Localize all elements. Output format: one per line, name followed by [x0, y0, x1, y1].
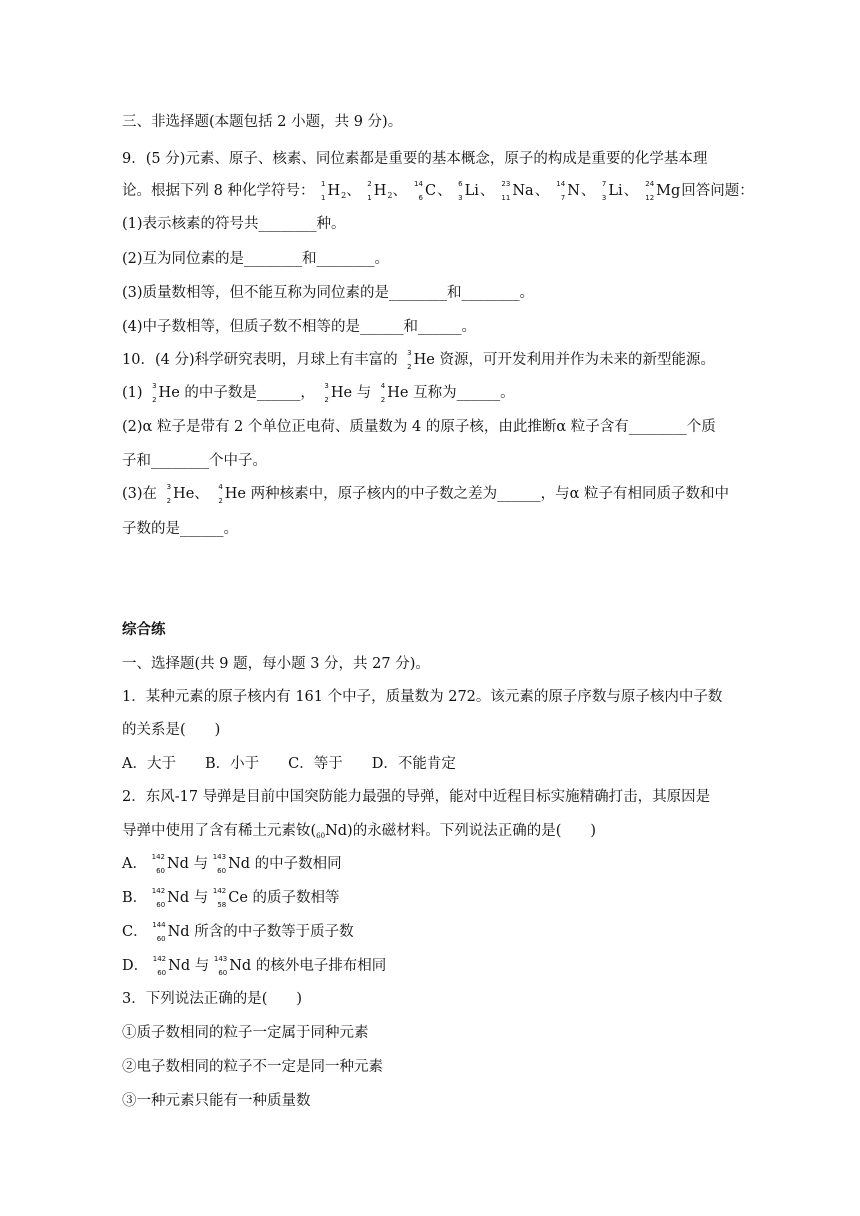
- nuclide-indices: 2 1: [367, 180, 372, 202]
- element-symbol: N: [567, 183, 580, 199]
- molecule-subscript: 2: [341, 191, 347, 200]
- q9-symbol-list: [314, 180, 681, 202]
- nuclide-nd144: 144 60: [152, 921, 166, 943]
- q9-line2: [122, 182, 754, 202]
- c3-statement-3: ③一种元素只能有一种质量数: [122, 1093, 311, 1109]
- element-symbol: Li: [464, 183, 479, 199]
- q10-part3-text-a: (3)在: [122, 486, 158, 502]
- option-d-text-b: Nd 与: [168, 958, 210, 974]
- separator: 、: [346, 183, 361, 199]
- nuclide-he3: 3 2: [407, 349, 412, 371]
- q9-line2-suffix: 回答问题：: [681, 183, 754, 199]
- option-d-text-c: Nd 的核外电子排布相同: [229, 958, 387, 974]
- separator: 、: [437, 183, 452, 199]
- nuclide-symbol: [407, 180, 452, 202]
- nuclide-he4: 4 2: [218, 483, 223, 505]
- nd-atomic-number: 60: [316, 832, 326, 840]
- q10-part3-text-b: He、: [173, 486, 209, 502]
- q10-line1-text-a: 10．(4 分)科学研究表明，月球上有丰富的: [122, 352, 398, 368]
- option-d-label: D．: [122, 958, 149, 974]
- q10-part3-text-c: He 两种核素中，原子核内的中子数之差为______，与α 粒子有相同质子数和中: [224, 486, 730, 502]
- option-c-label: C．: [122, 924, 148, 940]
- c2-line2: [122, 822, 596, 842]
- c2-line2-text-a: 导弹中使用了含有稀土元素钕(: [122, 823, 317, 839]
- option-a-label: A．: [122, 856, 147, 872]
- nuclide-symbol: [595, 180, 639, 202]
- nuclide-indices: 23 11: [501, 180, 511, 202]
- nuclide-ce142: 142 58: [212, 887, 227, 909]
- c2-option-d: [122, 957, 386, 975]
- nuclide-symbol: [361, 180, 407, 202]
- q9-part3: (3)质量数相等，但不能互称为同位素的是________和________。: [122, 285, 535, 301]
- c2-line2-text-b: Nd)的永磁材料。下列说法正确的是( ): [325, 823, 597, 839]
- section-heading-choice: 一、选择题(共 9 题，每小题 3 分，共 27 分)。: [122, 656, 430, 672]
- nuclide-symbol: [638, 180, 681, 202]
- option-a-text-b: Nd 与: [166, 856, 209, 872]
- q10-part1: [122, 384, 515, 402]
- q10-part1-text-c: He 与: [330, 385, 372, 401]
- nuclide-nd142: 142 60: [152, 955, 167, 977]
- element-symbol: Na: [512, 183, 534, 199]
- option-c-text-c: Nd 所含的中子数等于质子数: [167, 924, 354, 940]
- separator: 、: [580, 183, 596, 199]
- separator: 、: [623, 183, 639, 199]
- nuclide-he3: 3 2: [166, 483, 172, 505]
- c3-line1: 3．下列说法正确的是( ): [122, 991, 303, 1007]
- q10-part1-text-b: He 的中子数是______，: [158, 385, 315, 401]
- c2-option-b: [122, 889, 340, 907]
- nuclide-indices: 24 12: [645, 180, 655, 202]
- c3-statement-2: ②电子数相同的粒子不一定是同一种元素: [122, 1059, 383, 1075]
- nuclide-he4: 4 2: [380, 382, 386, 404]
- nuclide-nd142: 142 60: [151, 887, 166, 909]
- molecule-subscript: 2: [387, 191, 393, 200]
- nuclide-nd142: 142 60: [151, 853, 165, 875]
- q10-part2-line2: 子和________个中子。: [122, 453, 267, 469]
- c2-option-c: [122, 923, 354, 941]
- c2-option-a: [122, 855, 342, 873]
- q10-part3-line2: 子数的是______。: [122, 521, 238, 537]
- q10-part2-line1: (2)α 粒子是带有 2 个单位正电荷、质量数为 4 的原子核，由此推断α 粒子含有________个质: [122, 419, 716, 435]
- q10-part1-text-d: He 互称为______。: [387, 385, 515, 401]
- nuclide-he3: 3 2: [152, 382, 157, 404]
- separator: 、: [479, 183, 495, 199]
- option-a-text-c: Nd 的中子数相同: [228, 856, 342, 872]
- nuclide-he3: 3 2: [324, 382, 329, 404]
- nuclide-indices: 14 6: [414, 180, 423, 202]
- element-symbol: H: [327, 183, 341, 199]
- element-symbol: Li: [608, 183, 623, 199]
- element-symbol: Mg: [656, 183, 681, 199]
- q9-part2: (2)互为同位素的是________和________。: [122, 251, 390, 267]
- element-symbol: C: [424, 183, 437, 199]
- comprehensive-practice-title: 综合练: [122, 622, 166, 638]
- nuclide-symbol: [549, 180, 596, 202]
- q9-line1: 9．(5 分)元素、原子、核素、同位素都是重要的基本概念，原子的构成是重要的化学基本理: [122, 151, 708, 167]
- nuclide-indices: 1 1: [320, 180, 326, 202]
- nuclide-nd143: 143 60: [213, 955, 228, 977]
- q10-line1: [122, 351, 715, 369]
- nuclide-symbol: [494, 180, 550, 202]
- option-b-text-b: Nd 与: [167, 890, 209, 906]
- separator: 、: [534, 183, 550, 199]
- q9-line2-prefix: 论。根据下列 8 种化学符号：: [122, 183, 315, 199]
- c1-options: A．大于 B．小于 C．等于 D．不能肯定: [122, 756, 456, 772]
- option-b-text-c: Ce 的质子数相等: [228, 890, 340, 906]
- section-heading-nonchoice: 三、非选择题(本题包括 2 小题，共 9 分)。: [122, 114, 403, 130]
- element-symbol: H: [373, 183, 387, 199]
- c3-statement-1: ①质子数相同的粒子一定属于同种元素: [122, 1025, 369, 1041]
- option-b-label: B．: [122, 890, 148, 906]
- nuclide-indices: 7 3: [601, 180, 607, 202]
- q10-part3-line1: [122, 485, 729, 503]
- c1-line1: 1．某种元素的原子核内有 161 个中子，质量数为 272。该元素的原子序数与原子核内中子数: [122, 689, 723, 705]
- nuclide-symbol: [452, 180, 495, 202]
- q10-part1-label: (1): [122, 385, 143, 401]
- q9-part4: (4)中子数相等，但质子数不相等的是______和______。: [122, 319, 477, 335]
- c2-line1: 2．东风-17 导弹是目前中国突防能力最强的导弹，能对中近程目标实施精确打击，其原因是: [122, 789, 711, 805]
- nuclide-indices: 6 3: [458, 180, 463, 202]
- nuclide-nd143: 143 60: [212, 853, 227, 875]
- nuclide-indices: 14 7: [556, 180, 566, 202]
- nuclide-symbol: [314, 180, 361, 202]
- c1-line2: 的关系是( ): [122, 722, 221, 738]
- q9-part1: (1)表示核素的符号共________种。: [122, 216, 346, 232]
- separator: 、: [392, 183, 407, 199]
- q10-line1-text-b: He 资源，可开发利用并作为未来的新型能源。: [413, 352, 715, 368]
